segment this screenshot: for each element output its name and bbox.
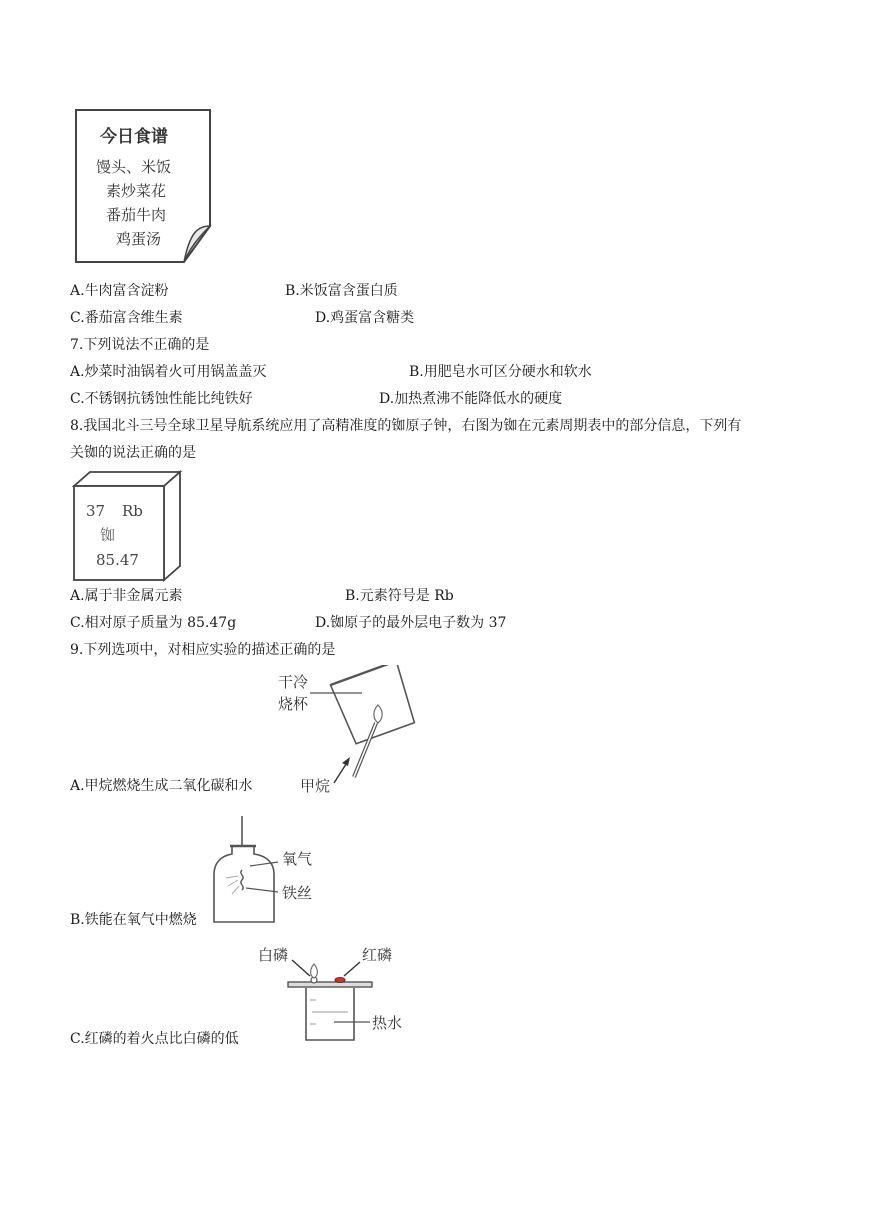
element-name: 铷 <box>100 526 116 544</box>
element-cube-figure <box>72 470 184 582</box>
label-cold-beaker-2: 烧杯 <box>278 695 309 713</box>
menu-item-2: 素炒菜花 <box>106 182 167 200</box>
q7-stem: 7.下列说法不正确的是 <box>70 337 210 353</box>
q8-option-b: B.元素符号是 Rb <box>345 588 454 604</box>
label-red-phosphorus: 红磷 <box>362 946 393 964</box>
menu-title: 今日食谱 <box>100 127 168 147</box>
label-methane: 甲烷 <box>300 777 331 795</box>
q7-option-d: D.加热煮沸不能降低水的硬度 <box>379 391 563 407</box>
menu-item-1: 馒头、米饭 <box>96 158 172 176</box>
menu-item-4: 鸡蛋汤 <box>116 230 162 248</box>
q6-option-b: B.米饭富含蛋白质 <box>285 283 398 299</box>
iron-combustion-figure <box>208 816 328 928</box>
methane-combustion-figure <box>270 665 420 795</box>
q9-option-c: C.红磷的着火点比白磷的低 <box>70 1031 239 1047</box>
q8-stem-line1: 8.我国北斗三号全球卫星导航系统应用了高精准度的铷原子钟，右图为铷在元素周期表中的部分信息，下列有 <box>70 418 742 434</box>
element-atomic-number: 37 <box>86 502 106 520</box>
label-white-phosphorus: 白磷 <box>258 946 289 964</box>
q8-stem-line2: 关铷的说法正确的是 <box>70 445 196 461</box>
q7-option-b: B.用肥皂水可区分硬水和软水 <box>409 364 592 380</box>
q8-option-c: C.相对原子质量为 85.47g <box>70 615 237 631</box>
q6-option-a: A.牛肉富含淀粉 <box>70 283 169 299</box>
q7-option-c: C.不锈钢抗锈蚀性能比纯铁好 <box>70 391 253 407</box>
menu-card-figure <box>74 108 214 268</box>
q9-option-a: A.甲烷燃烧生成二氧化碳和水 <box>70 778 253 794</box>
q7-option-a: A.炒菜时油锅着火可用锅盖盖灭 <box>70 364 267 380</box>
q9-option-b: B.铁能在氧气中燃烧 <box>70 912 197 928</box>
q8-option-d: D.铷原子的最外层电子数为 37 <box>315 615 507 631</box>
label-hot-water: 热水 <box>372 1014 403 1032</box>
element-mass: 85.47 <box>96 551 139 569</box>
q6-option-c: C.番茄富含维生素 <box>70 310 183 326</box>
label-cold-beaker-1: 干冷 <box>278 673 309 691</box>
q8-option-a: A.属于非金属元素 <box>70 588 183 604</box>
q9-stem: 9.下列选项中，对相应实验的描述正确的是 <box>70 642 336 658</box>
menu-item-3: 番茄牛肉 <box>106 206 167 224</box>
label-oxygen: 氧气 <box>282 850 313 868</box>
phosphorus-ignition-figure <box>250 940 410 1044</box>
q6-option-d: D.鸡蛋富含糖类 <box>315 310 415 326</box>
element-symbol: Rb <box>122 502 143 520</box>
label-iron-wire: 铁丝 <box>282 884 313 902</box>
